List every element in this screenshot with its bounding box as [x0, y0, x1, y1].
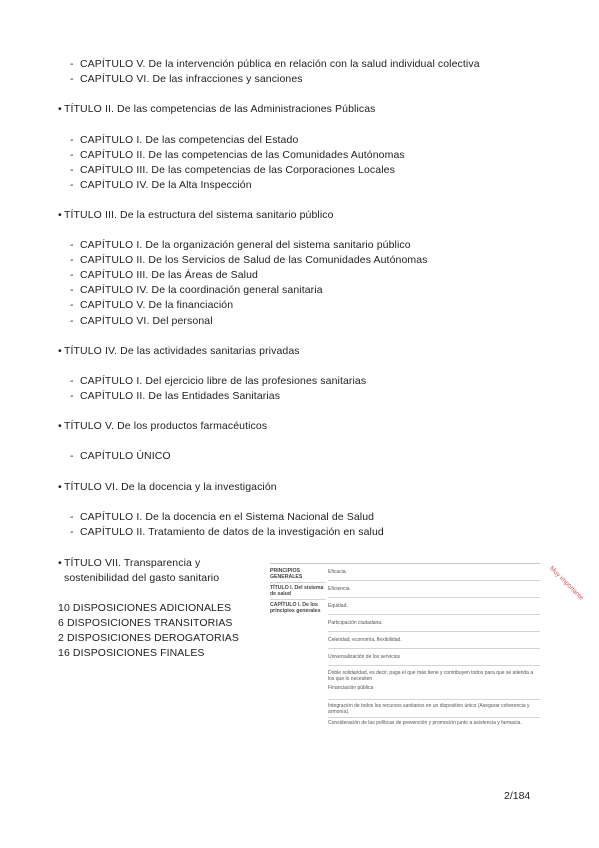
title-line: • TÍTULO VII. Transparencia y: [58, 557, 201, 569]
table-header-capitulo: CAPÍTULO I. De los principios generales: [270, 602, 321, 614]
title-line: • TÍTULO III. De la estructura del sistema sanitario público: [58, 209, 334, 221]
chapter-line: - CAPÍTULO VI. De las infracciones y sanciones: [70, 73, 303, 85]
chapter-line: - CAPÍTULO III. De las competencias de las Corporaciones Locales: [70, 164, 395, 176]
chapter-line: - CAPÍTULO II. Tratamiento de datos de la investigación en salud: [70, 526, 384, 538]
table-row: Eficiencia.: [328, 586, 351, 592]
chapter-line: - CAPÍTULO I. Del ejercicio libre de las profesiones sanitarias: [70, 375, 367, 387]
principles-table: [270, 563, 540, 735]
table-row: Financiación pública: [328, 685, 374, 691]
chapter-line: - CAPÍTULO III. De las Áreas de Salud: [70, 269, 258, 281]
chapter-line: - CAPÍTULO II. De las Entidades Sanitarias: [70, 390, 281, 402]
chapter-line: - CAPÍTULO II. De los Servicios de Salud de las Comunidades Autónomas: [70, 254, 428, 266]
table-header-principios: PRINCIPIOS GENERALES: [270, 568, 303, 580]
chapter-line: - CAPÍTULO I. De las competencias del Estado: [70, 134, 299, 146]
annotation-stamp: Muy importante: [548, 565, 585, 602]
title-line: • TÍTULO VI. De la docencia y la investigación: [58, 481, 277, 493]
chapter-line: - CAPÍTULO II. De las competencias de las Comunidades Autónomas: [70, 149, 405, 161]
chapter-line: - CAPÍTULO V. De la intervención pública en relación con la salud individual colectiva: [70, 58, 480, 70]
chapter-line: - CAPÍTULO ÚNICO: [70, 450, 171, 462]
table-row: Universalización de los servicios: [328, 654, 400, 660]
title-line: • TÍTULO V. De los productos farmacéuticos: [58, 420, 268, 432]
table-row: Equidad.: [328, 603, 348, 609]
disposiciones-line: 10 DISPOSICIONES ADICIONALES: [58, 602, 232, 614]
chapter-line: - CAPÍTULO V. De la financiación: [70, 299, 234, 311]
title-line-continuation: sostenibilidad del gasto sanitario: [64, 572, 220, 584]
table-divider: [328, 597, 540, 598]
table-row: Participación ciudadana.: [328, 620, 383, 626]
chapter-line: - CAPÍTULO IV. De la Alta Inspección: [70, 179, 252, 191]
chapter-line: - CAPÍTULO VI. Del personal: [70, 315, 213, 327]
table-divider: [328, 614, 540, 615]
table-row: Eficacia.: [328, 569, 347, 575]
disposiciones-line: 6 DISPOSICIONES TRANSITORIAS: [58, 617, 233, 629]
table-row: Consideración de las políticas de prevención y promoción junto a asistencia y farmacia.: [328, 720, 522, 726]
title-line: • TÍTULO IV. De las actividades sanitarias privadas: [58, 345, 300, 357]
table-divider: [270, 582, 326, 583]
chapter-line: - CAPÍTULO I. De la organización general del sistema sanitario público: [70, 239, 411, 251]
table-header-titulo: TÍTULO I. Del sistema de salud: [270, 585, 324, 597]
title-line: • TÍTULO II. De las competencias de las Administraciones Públicas: [58, 103, 376, 115]
table-divider: [328, 699, 540, 700]
table-divider: [328, 648, 540, 649]
table-divider: [328, 580, 540, 581]
table-row: Integración de todos los recursos sanitarios en un dispositivo único (Asegurar coherencia y armonía).: [328, 703, 530, 715]
table-top-border: [270, 563, 540, 564]
disposiciones-line: 2 DISPOSICIONES DEROGATORIAS: [58, 632, 239, 644]
chapter-line: - CAPÍTULO I. De la docencia en el Sistema Nacional de Salud: [70, 511, 375, 523]
table-divider: [328, 631, 540, 632]
chapter-line: - CAPÍTULO IV. De la coordinación general sanitaria: [70, 284, 323, 296]
table-divider: [328, 717, 540, 718]
table-row: Celeridad, economía, flexibilidad.: [328, 637, 402, 643]
disposiciones-line: 16 DISPOSICIONES FINALES: [58, 647, 205, 659]
table-divider: [270, 599, 326, 600]
table-row: Doble solidaridad, es decir, paga el que más tiene y contribuyen todos para que se atienda a los que lo necesiten: [328, 670, 534, 682]
table-divider: [328, 665, 540, 666]
page-number: 2/184: [504, 790, 531, 802]
